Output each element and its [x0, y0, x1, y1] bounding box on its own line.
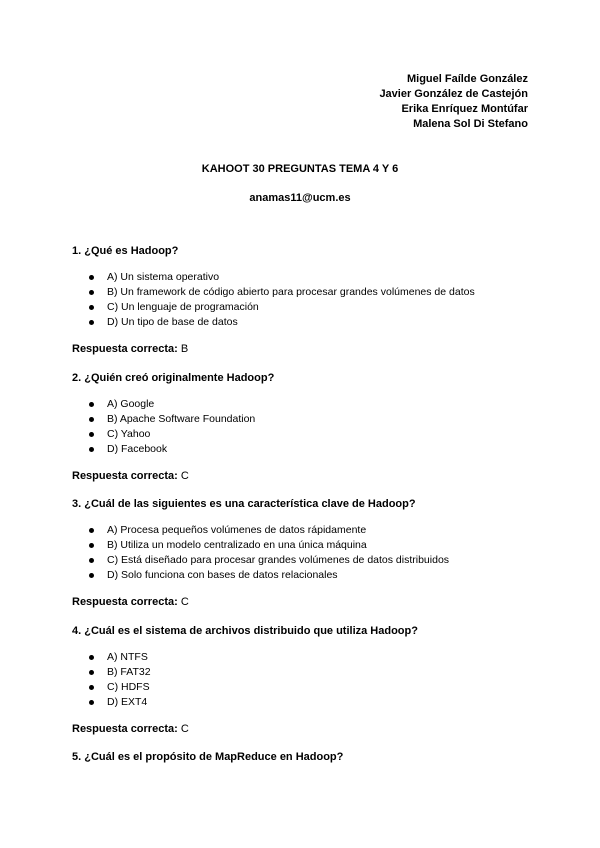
answer-label: Respuesta correcta: — [72, 596, 178, 608]
option-text: B) Apache Software Foundation — [107, 413, 256, 425]
question-block — [72, 750, 542, 764]
bullet-icon — [89, 432, 94, 437]
option-item — [72, 285, 542, 300]
option-item — [72, 270, 542, 285]
answer-value: C — [180, 723, 189, 735]
bullet-icon — [89, 558, 94, 563]
question-block — [72, 497, 542, 609]
bullet-icon — [89, 685, 94, 690]
option-item — [72, 315, 542, 330]
option-text: C) Un lenguaje de programación — [107, 301, 259, 313]
option-text: A) Procesa pequeños volúmenes de datos rápidamente — [107, 524, 367, 536]
question-title: 1. ¿Qué es Hadoop? — [72, 245, 179, 257]
option-text: A) Google — [107, 398, 155, 410]
bullet-icon — [89, 447, 94, 452]
correct-answer — [72, 595, 542, 609]
question-title: 3. ¿Cuál de las siguientes es una característica clave de Hadoop? — [72, 498, 416, 510]
option-text: C) HDFS — [107, 681, 150, 693]
bullet-icon — [89, 543, 94, 548]
correct-answer — [72, 722, 542, 736]
option-item — [72, 300, 542, 315]
author-name: Malena Sol Di Stefano — [413, 118, 528, 130]
bullet-icon — [89, 305, 94, 310]
document-title: KAHOOT 30 PREGUNTAS TEMA 4 Y 6 — [201, 163, 399, 175]
bullet-icon — [89, 320, 94, 325]
correct-answer — [72, 342, 542, 356]
contact-email: anamas11@ucm.es — [249, 192, 351, 204]
option-text: D) EXT4 — [107, 696, 148, 708]
option-text: B) Un framework de código abierto para procesar grandes volúmenes de datos — [107, 286, 475, 298]
option-text: C) Está diseñado para procesar grandes volúmenes de datos distribuidos — [107, 554, 450, 566]
question-title: 2. ¿Quién creó originalmente Hadoop? — [72, 372, 275, 384]
bullet-icon — [89, 528, 94, 533]
bullet-icon — [89, 417, 94, 422]
option-item — [72, 568, 542, 583]
option-text: B) FAT32 — [107, 666, 151, 678]
option-text: D) Solo funciona con bases de datos relacionales — [107, 569, 338, 581]
bullet-icon — [89, 290, 94, 295]
answer-label: Respuesta correcta: — [72, 723, 178, 735]
question-title: 4. ¿Cuál es el sistema de archivos distribuido que utiliza Hadoop? — [72, 625, 418, 637]
option-item — [72, 680, 542, 695]
bullet-icon — [89, 402, 94, 407]
question-block — [72, 244, 542, 356]
author-name: Erika Enríquez Montúfar — [401, 103, 528, 115]
option-item — [72, 397, 542, 412]
answer-value: C — [180, 596, 189, 608]
author-name: Miguel Faílde González — [406, 73, 528, 85]
answer-value: B — [180, 343, 189, 355]
bullet-icon — [89, 275, 94, 280]
bullet-icon — [89, 655, 94, 660]
option-text: A) NTFS — [107, 651, 148, 663]
question-block — [72, 624, 542, 736]
answer-label: Respuesta correcta: — [72, 470, 178, 482]
option-list — [72, 397, 542, 457]
option-item — [72, 523, 542, 538]
option-item — [72, 553, 542, 568]
question-block — [72, 371, 542, 483]
option-list — [72, 523, 542, 583]
bullet-icon — [89, 573, 94, 578]
author-name: Javier González de Castejón — [379, 88, 528, 100]
option-item — [72, 412, 542, 427]
option-item — [72, 665, 542, 680]
option-item — [72, 650, 542, 665]
question-title: 5. ¿Cuál es el propósito de MapReduce en Hadoop? — [72, 751, 344, 763]
option-list — [72, 650, 542, 710]
option-item — [72, 695, 542, 710]
author-list — [379, 72, 528, 132]
option-text: C) Yahoo — [107, 428, 151, 440]
answer-label: Respuesta correcta: — [72, 343, 178, 355]
correct-answer — [72, 469, 542, 483]
answer-value: C — [180, 470, 189, 482]
option-text: A) Un sistema operativo — [107, 271, 220, 283]
option-text: D) Facebook — [107, 443, 168, 455]
option-text: B) Utiliza un modelo centralizado en una única máquina — [107, 539, 367, 551]
bullet-icon — [89, 700, 94, 705]
option-list — [72, 270, 542, 330]
bullet-icon — [89, 670, 94, 675]
option-item — [72, 538, 542, 553]
option-item — [72, 427, 542, 442]
option-text: D) Un tipo de base de datos — [107, 316, 238, 328]
option-item — [72, 442, 542, 457]
